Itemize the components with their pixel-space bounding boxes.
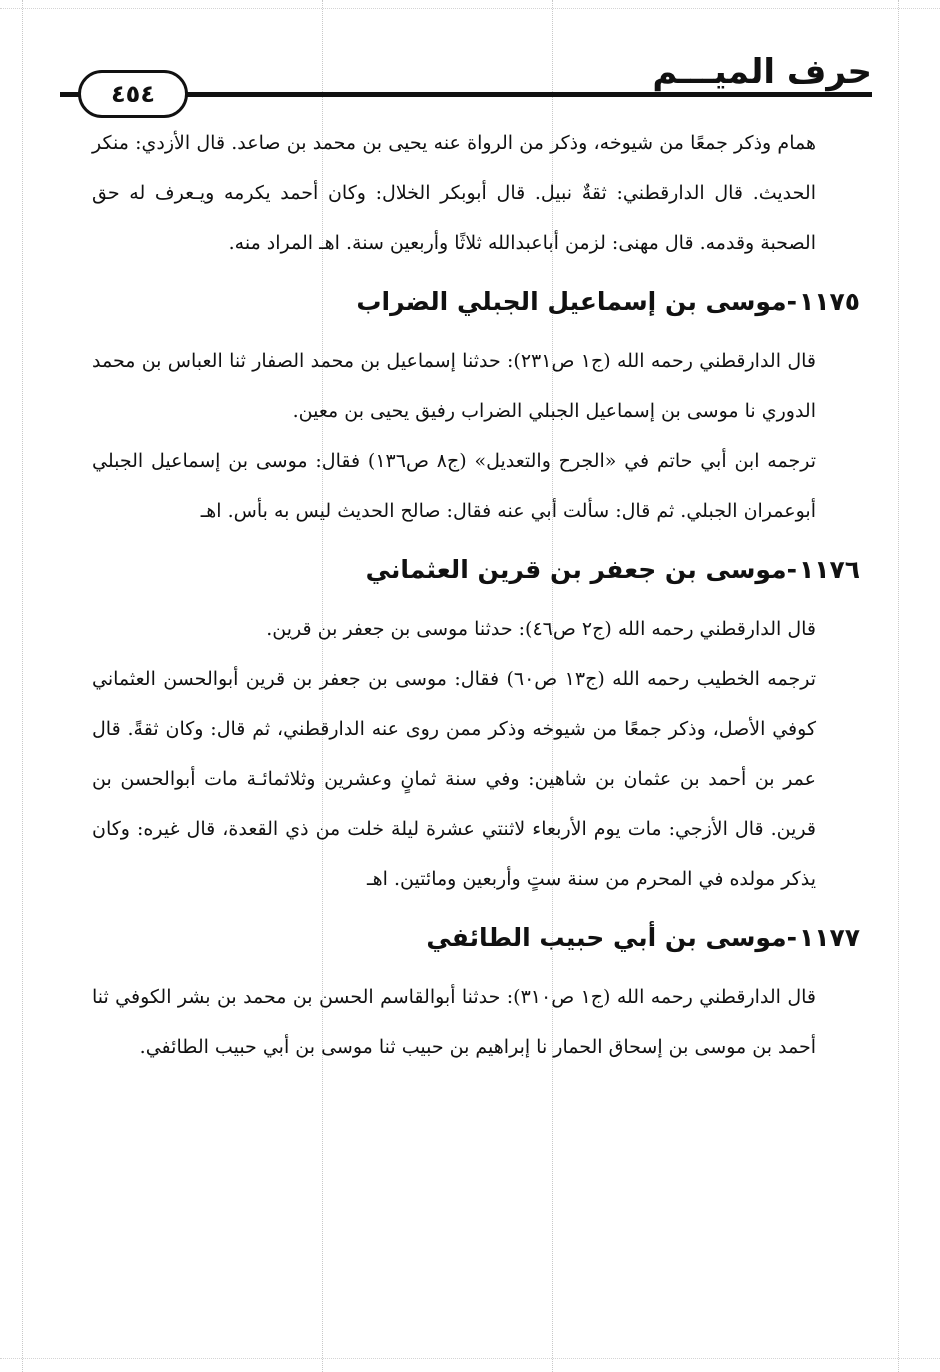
page-header [60, 40, 872, 110]
entry-number: ١١٧٥ [798, 287, 860, 316]
scan-guide-line [0, 8, 940, 9]
intro-paragraph: همام وذكر جمعًا من شيوخه، وذكر من الرواة عنه يحيى بن محمد بن صاعد. قال الأزدي: منكر الحديث. قال الدارقطني: ثقةٌ نبيل. قال أبوبكر الخلال: وكان أحمد يكرمه ويـعرف له حق الصحبة وقدمه. قال مهنى: لزمن أباعبدالله ثلاثًا وأربعين سنة. اهـ المراد منه. [92, 132, 816, 254]
entry-paragraph: قال الدارقطني رحمه الله (ج١ ص٣١٠): حدثنا أبوالقاسم الحسن بن محمد بن بشر الكوفي ثنا أحمد بن موسى بن إسحاق الحمار نا إبراهيم بن حبيب ثنا موسى بن أبي حبيب الطائفي. [92, 986, 816, 1058]
entry-dash: - [786, 555, 797, 584]
scan-guide-line [898, 0, 899, 1372]
entry-dash: - [786, 923, 797, 952]
entry-number: ١١٧٧ [798, 923, 860, 952]
entry-paragraph: ترجمه ابن أبي حاتم في «الجرح والتعديل» (ج٨ ص١٣٦) فقال: موسى بن إسماعيل الجبلي أبوعمران الجبلي. ثم قال: سألت أبي عنه فقال: صالح الحديث ليس به بأس. اهـ [92, 450, 816, 522]
entry-paragraph: قال الدارقطني رحمه الله (ج١ ص٢٣١): حدثنا إسماعيل بن محمد الصفار ثنا العباس بن محمد الدوري نا موسى بن إسماعيل الجبلي الضراب رفيق يحيى بن معين. [92, 350, 816, 422]
entry-dash: - [786, 287, 797, 316]
entry-name: موسى بن جعفر بن قرين العثماني [365, 555, 787, 584]
entry-number: ١١٧٦ [798, 555, 860, 584]
entry-heading-1176 [92, 546, 860, 594]
entry-paragraph: قال الدارقطني رحمه الله (ج٢ ص٤٦): حدثنا موسى بن جعفر بن قرين. [266, 618, 816, 640]
page-body [92, 118, 860, 1072]
chapter-title: حرف الميـــم [652, 52, 872, 92]
entry-paragraph: ترجمه الخطيب رحمه الله (ج١٣ ص٦٠) فقال: موسى بن جعفر بن قرين أبوالحسن العثماني كوفي الأصل، وذكر جمعًا من شيوخه وذكر ممن روى عنه الدارقطني، ثم قال: وكان ثقةً. قال عمر بن أحمد بن عثمان بن شاهين: وفي سنة ثمانٍ وعشرين وثلاثمائـة مات أبوالحسن بن قرين. قال الأزجي: مات يوم الأربعاء لاثنتي عشرة ليلة خلت من ذي القعدة، قال غيره: وكان يذكر مولده في المحرم من سنة ستٍ وأربعين ومائتين. اهـ [92, 668, 816, 890]
entry-name: موسى بن أبي حبيب الطائفي [426, 923, 787, 952]
entry-name: موسى بن إسماعيل الجبلي الضراب [356, 287, 787, 316]
page-number: ٤٥٤ [78, 70, 188, 118]
scan-guide-line [22, 0, 23, 1372]
entry-heading-1177 [92, 914, 860, 962]
scan-guide-line [0, 1358, 940, 1359]
entry-heading-1175 [92, 278, 860, 326]
